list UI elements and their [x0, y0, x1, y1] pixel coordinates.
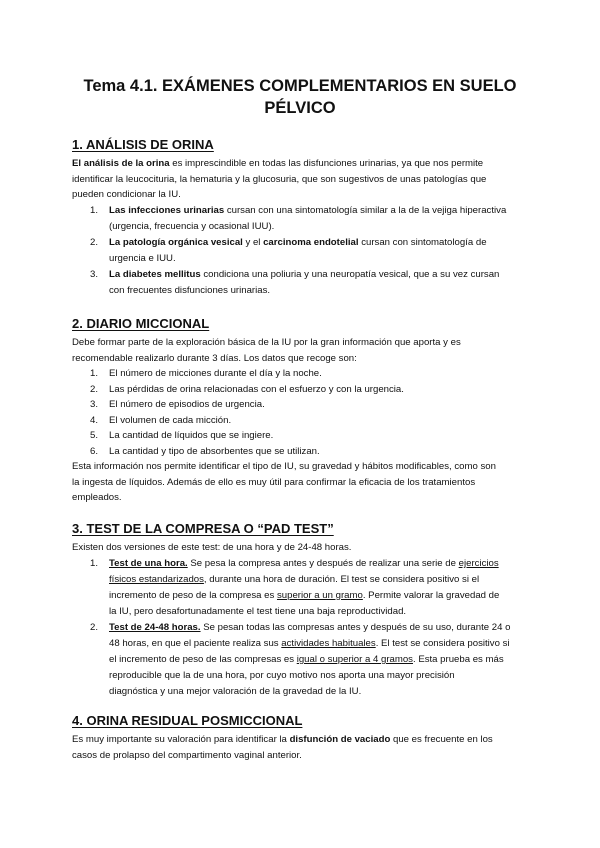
- list-item-continuation: incremento de peso de la compresa es superior a un gramo. Permite valorar la gravedad de: [109, 590, 500, 601]
- section-2-outro: [72, 459, 542, 506]
- section-4-paragraph: [72, 732, 542, 763]
- list-item-continuation: (urgencia, frecuencia y ocasional IUU).: [109, 221, 275, 232]
- paragraph-line: Esta información nos permite identificar el tipo de IU, su gravedad y hábitos modificables, como son: [72, 461, 496, 472]
- list-item-continuation: la IU, pero desafortunadamente el test tiene una baja reproductividad.: [109, 606, 407, 617]
- list-item: 3. La diabetes mellitus condiciona una poliuria y una neuropatía vesical, que a su vez cursan: [90, 269, 500, 280]
- paragraph-line: identificar la leucocituria, la hematuria y la glucosuria, que son sugestivos de unas patologías que: [72, 173, 487, 185]
- paragraph-line: pueden condicionar la IU.: [72, 189, 181, 201]
- section-3-intro: Existen dos versiones de este test: de una hora y de 24-48 horas.: [72, 542, 352, 553]
- section-3-heading: 3. TEST DE LA COMPRESA O “PAD TEST”: [72, 521, 334, 536]
- paragraph-line: Debe formar parte de la exploración básica de la IU por la gran información que aporta y es: [72, 337, 461, 348]
- list-item: 4. El volumen de cada micción.: [90, 415, 232, 426]
- paragraph-line: recomendable realizarlo durante 3 días. Los datos que recoge son:: [72, 352, 357, 364]
- list-item: 2. Las pérdidas de orina relacionadas con el esfuerzo y con la urgencia.: [90, 384, 404, 395]
- document-title: [60, 75, 540, 119]
- list-item-continuation: físicos estandarizados, durante una hora de duración. El test se considera positivo si el: [109, 574, 480, 585]
- list-item: 6. La cantidad y tipo de absorbentes que se utilizan.: [90, 446, 320, 457]
- list-item-continuation: urgencia e IUU.: [109, 253, 176, 264]
- list-item-continuation: 48 horas, en que el paciente realiza sus actividades habituales. El test se considera positivo si: [109, 638, 510, 649]
- list-item: 1. Test de una hora. Se pesa la compresa antes y después de realizar una serie de ejercicios: [90, 558, 499, 569]
- list-item-continuation: con frecuentes disfunciones urinarias.: [109, 285, 271, 296]
- title-line-2: PÉLVICO: [264, 99, 336, 117]
- list-item: 5. La cantidad de líquidos que se ingiere.: [90, 430, 274, 441]
- list-item: 2. La patología orgánica vesical y el carcinoma endotelial cursan con sintomatología de: [90, 237, 487, 248]
- list-item: 2. Test de 24-48 horas. Se pesan todas las compresas antes y después de su uso, durante 24 o: [90, 622, 511, 633]
- list-item: 3. El número de episodios de urgencia.: [90, 399, 265, 410]
- section-1-heading: 1. ANÁLISIS DE ORINA: [72, 137, 214, 152]
- list-item: 1. Las infecciones urinarias cursan con una sintomatología similar a la de la vejiga hiperactiva: [90, 205, 507, 216]
- section-1-intro: [72, 156, 542, 203]
- paragraph-line: casos de prolapso del compartimento vaginal anterior.: [72, 749, 302, 761]
- list-item: 1. El número de micciones durante el día y la noche.: [90, 368, 322, 379]
- list-item-continuation: el incremento de peso de las compresas es igual o superior a 4 gramos. Esta prueba es más: [109, 654, 504, 665]
- paragraph-line: Es muy importante su valoración para identificar la disfunción de vaciado que es frecuente en los: [72, 734, 493, 745]
- section-2-intro: [72, 335, 542, 366]
- title-line-1: Tema 4.1. EXÁMENES COMPLEMENTARIOS EN SUELO: [83, 77, 517, 95]
- section-2-heading: 2. DIARIO MICCIONAL: [72, 316, 210, 331]
- list-item-continuation: diagnóstica y una mejor valoración de la gravedad de la IU.: [109, 686, 362, 697]
- paragraph-line: la ingesta de líquidos. Además de ello es muy útil para confirmar la eficacia de los tratamientos: [72, 476, 476, 488]
- section-4-heading: 4. ORINA RESIDUAL POSMICCIONAL: [72, 713, 303, 728]
- paragraph-line: empleados.: [72, 492, 122, 504]
- paragraph-line: El análisis de la orina es imprescindible en todas las disfunciones urinarias, ya que nos permite: [72, 158, 484, 169]
- list-item-continuation: reproducible que la de una hora, por cuyo motivo nos aporta una mayor precisión: [109, 670, 455, 681]
